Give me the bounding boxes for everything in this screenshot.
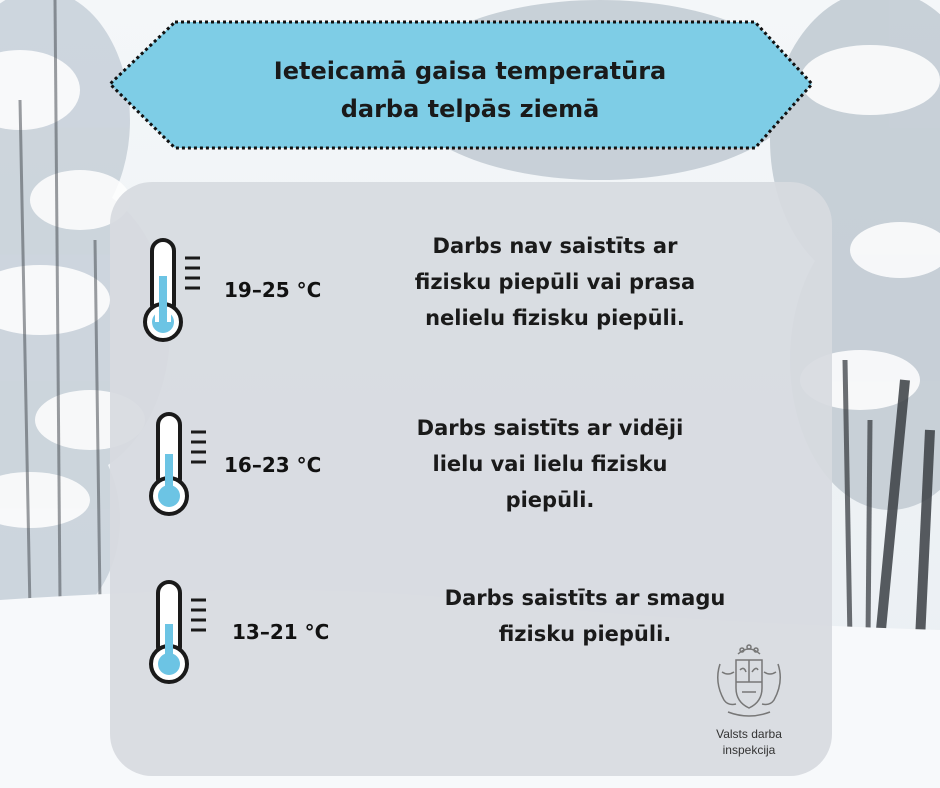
temperature-range-1: 19–25 °C <box>224 278 322 302</box>
description-1: Darbs nav saistīts ar fizisku piepūli vai prasa nelielu fizisku piepūli. <box>414 234 696 330</box>
title-line-2: darba telpās ziemā <box>340 95 600 123</box>
temperature-range-2: 16–23 °C <box>224 453 322 477</box>
thermometer-icon <box>140 236 210 346</box>
coat-of-arms-icon <box>708 642 790 724</box>
organization-name: Valsts darba inspekcija <box>716 727 782 757</box>
description-2: Darbs saistīts ar vidēji lielu vai lielu fizisku piepūli. <box>416 416 684 512</box>
thermometer-icon <box>146 410 216 520</box>
description-3: Darbs saistīts ar smagu fizisku piepūli. <box>444 586 726 646</box>
page-title <box>210 52 730 128</box>
temperature-panel <box>110 182 832 776</box>
thermometer-icon <box>146 578 216 688</box>
title-line-1: Ieteicamā gaisa temperatūra <box>273 57 667 85</box>
temperature-range-3: 13–21 °C <box>232 620 330 644</box>
